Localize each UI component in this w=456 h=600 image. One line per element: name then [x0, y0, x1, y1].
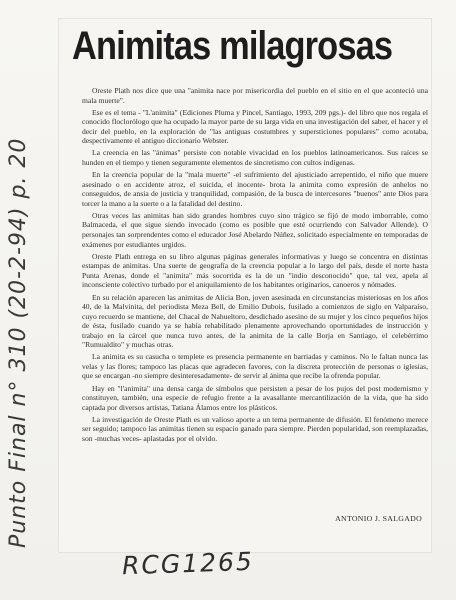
article-author: ANTONIO J. SALGADO: [335, 514, 422, 523]
article-paragraph: La investigación de Oreste Plath es un valioso aporte a un tema permanente de difusión. El fenómeno merece ser seguido; tampoco las animitas tienen su espacio ganado para siempre. Pierden popularidad, son reemplazadas, son -muchas veces- aplastadas por el olvido.: [82, 414, 428, 443]
handwritten-source-note: Punto Final n° 310 (20-2-94) p. 20: [6, 137, 31, 548]
article-paragraph: Ese es el tema - "L'animita" (Ediciones Pluma y Pincel, Santiago, 1993, 209 pgs.)- del libro que nos regala el conocido floclorólogo que ha ocupado la mayor parte de su larga vida en una investigación del saber, el hacer y el decir del pueblo, en la exploración de "las antiguas costumbres y supersticiones populares" como acotaba, despectivamente el antiguo diccionario Webster.: [82, 107, 428, 146]
article-paragraph: Hay en "l'animita" una densa carga de símbolos que persisten a pesar de los pujos del post modernismo y constituyen, también, una especie de refugio frente a la avasallante mercantilización de la vida, que ha sido captada por diversos artistas, Tatiana Álamos entre los plásticos.: [82, 383, 428, 412]
article-headline: Animitas milagrosas: [72, 24, 393, 68]
article-paragraph: En la creencia popular de la "mala muerte" -el sufrimiento del ajusticiado arrepentido, el niño que muere asesinado o en accidente atroz, el suicida, el inocente- brota la animita como expresión de anhelos no conseguidos, de ansia de justicia y tranquilidad, compasión, de la busca de intercesores "buenos" ante Dios para torcer la mano a la suerte o a la fatalidad del destino.: [82, 170, 428, 208]
article-body: [82, 86, 428, 446]
article-paragraph: La animita es su casucha o templete es presencia permanente en barriadas y caminos. No le faltan nunca las velas y las flores; tampoco las placas que agradecen favores, con la discreta protección de personas o iglesias, que se encargan -no siempre desinteresadamente- de servir al ánima que recibe la ofrenda popular.: [82, 352, 428, 381]
article-paragraph: Otras veces las animitas han sido grandes hombres cuyo sino trágico se fijó de modo imborrable, como Balmaceda, el que sigue siendo invocado (como es posible que esté ocurriendo con Salvador Allende). O personajes tan sorprendentes como el educador José Abelardo Núñez, solicitado especialmente en temporadas de exámenes por estudiantes urgidos.: [82, 210, 428, 249]
article-paragraph: En su relación aparecen las animitas de Alicia Bon, joven asesinada en circunstancias misteriosas en los años 40, de la Malvinita, del periodista Meza Bell, de Emilio Dubois, fusilado a comienzos de siglo en Valparaíso, cuyo recuerdo se mantiene, del Chacal de Nahueltoro, desdichado asesino de su mujer y los cinco pequeños hijos de ésta, fusilado cuando ya se había rehabilitado plenamente aprovechando oportunidades de instrucción y trabajo en la cárcel que nunca tuvo antes, de la animita de la calle Borja en Santiago, el celebérrimo "Rumualdito" y muchas otras.: [82, 292, 428, 350]
article-paragraph: Oreste Plath entrega en su libro algunas páginas generales informativas y luego se concentra en distintas estampas de animitas. Una suerte de geografía de la creencia popular a lo largo del país, desde el norte hasta Punta Arenas, donde el "animita" más socorrida es la de un "indio desconocido" que, tal vez, apela al inconsciente colectivo turbado por el aniquilamiento de los habitantes originarios, canoeros y nómades.: [82, 251, 428, 290]
handwritten-catalog-code: RCG1265: [121, 546, 255, 581]
article-paragraph: La creencia en las "ánimas" persiste con notable vivacidad en los pueblos latinoamericanos. Sus raíces se hunden en el tiempo y tienen seguramente elementos de sincretismo con cultos indígenas.: [82, 148, 428, 168]
article-paragraph: Oreste Plath nos dice que una "animita nace por misericordia del pueblo en el sitio en el que aconteció una mala muerte".: [82, 86, 428, 105]
